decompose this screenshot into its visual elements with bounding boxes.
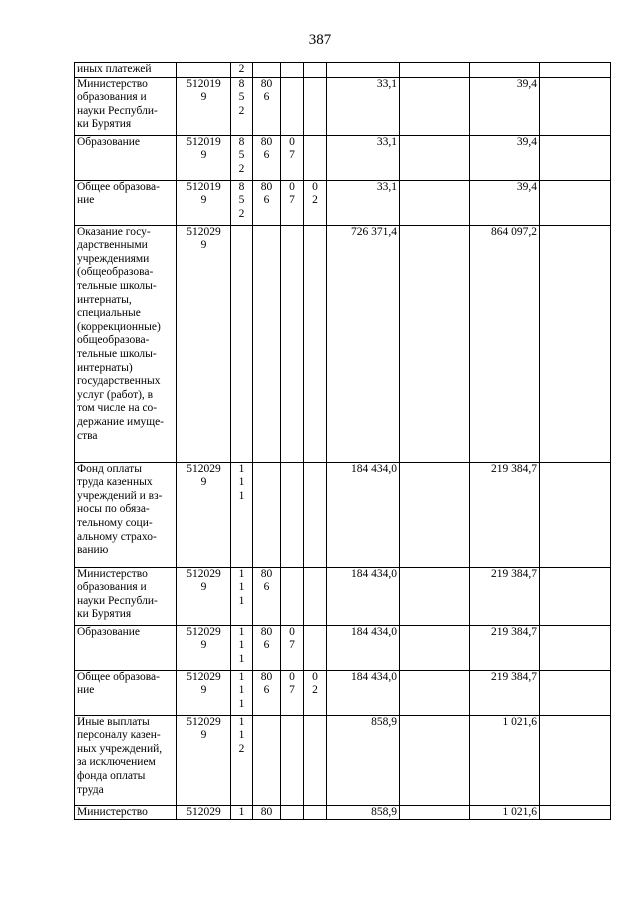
row-code-cell xyxy=(177,805,231,820)
row-value-2-text: 1 021,6 xyxy=(502,805,537,818)
row-value-1-cell xyxy=(327,63,400,78)
row-value-2-text: 219 384,7 xyxy=(491,670,537,683)
table-row xyxy=(75,670,611,715)
row-code-d-cell xyxy=(304,135,327,180)
row-code-a-text: 1 1 1 xyxy=(238,567,245,607)
row-empty-cell xyxy=(400,63,470,78)
row-code-b-cell xyxy=(253,567,281,625)
row-code-d-text: 0 2 xyxy=(312,180,318,207)
row-empty-cell xyxy=(400,715,470,805)
row-code-text: 512029 9 xyxy=(186,715,221,742)
budget-table-body xyxy=(75,63,611,820)
row-code-a-cell xyxy=(231,77,253,135)
row-name-text: Министерство xyxy=(77,805,148,818)
row-value-2-text: 864 097,2 xyxy=(491,225,537,238)
table-row xyxy=(75,77,611,135)
row-code-a-cell xyxy=(231,63,253,78)
table-row xyxy=(75,715,611,805)
page-number: 387 xyxy=(308,32,332,48)
row-code-text: 512029 xyxy=(186,805,221,818)
row-name-cell xyxy=(75,77,177,135)
row-empty-cell xyxy=(400,670,470,715)
row-empty-cell xyxy=(400,77,470,135)
row-code-c-text: 0 7 xyxy=(289,625,295,652)
row-value-2-cell xyxy=(470,180,540,225)
row-code-text: 512029 9 xyxy=(186,625,221,652)
row-empty-cell xyxy=(540,180,611,225)
row-code-c-cell xyxy=(281,63,304,78)
row-code-cell xyxy=(177,715,231,805)
row-value-2-cell xyxy=(470,805,540,820)
row-empty-cell xyxy=(400,180,470,225)
row-empty-cell xyxy=(400,135,470,180)
row-value-2-text: 1 021,6 xyxy=(502,715,537,728)
row-code-cell xyxy=(177,225,231,462)
row-code-a-text: 2 xyxy=(238,63,245,75)
row-code-d-cell xyxy=(304,670,327,715)
row-name-text: иных платежей xyxy=(77,63,152,75)
row-value-1-text: 726 371,4 xyxy=(351,225,397,238)
row-value-1-text: 33,1 xyxy=(376,135,397,148)
row-code-cell xyxy=(177,625,231,670)
row-code-c-cell xyxy=(281,77,304,135)
row-code-a-cell xyxy=(231,225,253,462)
row-code-cell xyxy=(177,180,231,225)
row-code-d-text: 0 2 xyxy=(312,670,318,697)
row-code-a-text: 1 1 2 xyxy=(238,715,245,755)
row-value-1-cell xyxy=(327,180,400,225)
row-code-c-cell xyxy=(281,180,304,225)
row-empty-cell xyxy=(540,715,611,805)
row-code-text: 512019 9 xyxy=(186,180,221,207)
row-code-b-cell xyxy=(253,77,281,135)
table-row xyxy=(75,63,611,78)
row-name-text: Образование xyxy=(77,135,141,148)
row-name-cell xyxy=(75,625,177,670)
row-empty-cell xyxy=(400,805,470,820)
row-value-1-text: 858,9 xyxy=(371,715,397,728)
row-empty-cell xyxy=(540,625,611,670)
row-code-a-cell xyxy=(231,135,253,180)
row-empty-cell xyxy=(540,63,611,78)
row-value-1-cell xyxy=(327,225,400,462)
row-value-1-cell xyxy=(327,805,400,820)
row-value-2-text: 219 384,7 xyxy=(491,462,537,475)
row-name-cell xyxy=(75,670,177,715)
row-code-b-text: 80 6 xyxy=(260,180,273,207)
row-value-1-text: 33,1 xyxy=(376,180,397,193)
row-code-b-cell xyxy=(253,625,281,670)
row-code-cell xyxy=(177,77,231,135)
row-value-1-cell xyxy=(327,77,400,135)
table-row xyxy=(75,567,611,625)
row-empty-cell xyxy=(540,567,611,625)
row-value-2-text: 39,4 xyxy=(516,77,537,90)
row-empty-cell xyxy=(400,225,470,462)
row-code-a-cell xyxy=(231,462,253,567)
row-empty-cell xyxy=(540,805,611,820)
row-code-b-text: 80 6 xyxy=(260,625,273,652)
row-value-2-cell xyxy=(470,225,540,462)
row-code-c-cell xyxy=(281,135,304,180)
row-name-cell xyxy=(75,567,177,625)
row-code-a-text: 1 1 1 xyxy=(238,670,245,710)
row-code-b-cell xyxy=(253,225,281,462)
row-name-cell xyxy=(75,180,177,225)
row-code-c-cell xyxy=(281,715,304,805)
row-value-1-text: 858,9 xyxy=(371,805,397,818)
row-value-1-text: 184 434,0 xyxy=(351,670,397,683)
row-name-cell xyxy=(75,462,177,567)
row-value-2-text: 219 384,7 xyxy=(491,625,537,638)
row-value-2-cell xyxy=(470,77,540,135)
table-row xyxy=(75,225,611,462)
row-code-b-text: 80 xyxy=(260,805,273,818)
row-empty-cell xyxy=(540,670,611,715)
row-code-d-cell xyxy=(304,180,327,225)
row-code-a-text: 1 1 1 xyxy=(238,625,245,665)
row-name-cell xyxy=(75,715,177,805)
row-code-d-cell xyxy=(304,225,327,462)
row-code-b-cell xyxy=(253,135,281,180)
row-empty-cell xyxy=(400,567,470,625)
row-code-b-text: 80 6 xyxy=(260,670,273,697)
row-code-text: 512029 9 xyxy=(186,567,221,594)
row-code-d-cell xyxy=(304,805,327,820)
row-code-text: 512029 9 xyxy=(186,462,221,489)
row-value-1-cell xyxy=(327,462,400,567)
row-code-cell xyxy=(177,567,231,625)
row-code-text: 512019 9 xyxy=(186,77,221,104)
row-code-c-cell xyxy=(281,805,304,820)
row-value-2-cell xyxy=(470,462,540,567)
row-code-text: 512019 9 xyxy=(186,135,221,162)
row-code-b-cell xyxy=(253,180,281,225)
row-code-b-cell xyxy=(253,462,281,567)
row-value-2-text: 219 384,7 xyxy=(491,567,537,580)
row-code-a-cell xyxy=(231,715,253,805)
row-code-c-text: 0 7 xyxy=(289,180,295,207)
row-value-1-cell xyxy=(327,715,400,805)
row-empty-cell xyxy=(540,462,611,567)
row-code-a-text: 8 5 2 xyxy=(238,77,245,117)
row-code-cell xyxy=(177,670,231,715)
row-value-2-cell xyxy=(470,670,540,715)
row-code-a-cell xyxy=(231,670,253,715)
row-code-b-text: 80 6 xyxy=(260,567,273,594)
row-code-b-text: 80 6 xyxy=(260,135,273,162)
table-row xyxy=(75,135,611,180)
row-name-text: Фонд оплаты труда казенных учреждений и вз- носы по обяза- тельному соци- альному страхо- ванию xyxy=(77,462,163,557)
row-empty-cell xyxy=(540,77,611,135)
row-name-text: Образование xyxy=(77,625,141,638)
row-code-d-cell xyxy=(304,715,327,805)
row-empty-cell xyxy=(540,135,611,180)
row-value-1-cell xyxy=(327,567,400,625)
table-row xyxy=(75,180,611,225)
row-empty-cell xyxy=(540,225,611,462)
row-code-cell xyxy=(177,135,231,180)
row-code-d-cell xyxy=(304,77,327,135)
table-row xyxy=(75,625,611,670)
row-code-c-cell xyxy=(281,225,304,462)
row-name-text: Оказание госу- дарственными учреждениями (общеобразова- тельные школы- интернаты, специальные (коррекционные) общеобразова- тельные школы- интернаты) государственных услуг (работ), в том числе на со- держание имуще- ства xyxy=(77,225,165,442)
row-value-1-cell xyxy=(327,670,400,715)
row-code-a-text: 8 5 2 xyxy=(238,180,245,220)
row-code-a-cell xyxy=(231,805,253,820)
row-code-text: 512029 9 xyxy=(186,670,221,697)
row-code-d-cell xyxy=(304,63,327,78)
row-code-a-cell xyxy=(231,625,253,670)
row-code-a-cell xyxy=(231,180,253,225)
row-value-2-cell xyxy=(470,715,540,805)
row-name-text: Общее образова- ние xyxy=(77,670,160,697)
row-code-b-cell xyxy=(253,63,281,78)
row-code-cell xyxy=(177,462,231,567)
row-name-text: Общее образова- ние xyxy=(77,180,160,207)
table-row xyxy=(75,462,611,567)
row-code-c-cell xyxy=(281,567,304,625)
row-value-1-text: 33,1 xyxy=(376,77,397,90)
row-name-cell xyxy=(75,225,177,462)
row-value-2-cell xyxy=(470,567,540,625)
row-code-b-text: 80 6 xyxy=(260,77,273,104)
row-value-1-text: 184 434,0 xyxy=(351,462,397,475)
row-value-1-text: 184 434,0 xyxy=(351,625,397,638)
row-name-text: Министерство образования и науки Республи- ки Бурятия xyxy=(77,77,158,131)
row-value-2-text: 39,4 xyxy=(516,135,537,148)
row-empty-cell xyxy=(400,625,470,670)
row-value-1-cell xyxy=(327,135,400,180)
row-value-2-text: 39,4 xyxy=(516,180,537,193)
row-name-text: Иные выплаты персоналу казен- ных учреждений, за исключением фонда оплаты труда xyxy=(77,715,163,796)
row-code-a-cell xyxy=(231,567,253,625)
row-code-b-cell xyxy=(253,805,281,820)
row-code-b-cell xyxy=(253,715,281,805)
row-code-a-text: 1 1 1 xyxy=(238,462,245,502)
row-value-2-cell xyxy=(470,63,540,78)
row-name-text: Министерство образования и науки Республи- ки Бурятия xyxy=(77,567,158,621)
row-value-1-cell xyxy=(327,625,400,670)
row-name-cell xyxy=(75,805,177,820)
row-name-cell xyxy=(75,63,177,78)
row-code-a-text: 1 xyxy=(238,805,245,818)
row-code-b-cell xyxy=(253,670,281,715)
row-code-c-cell xyxy=(281,625,304,670)
row-code-a-text: 8 5 2 xyxy=(238,135,245,175)
row-code-c-cell xyxy=(281,462,304,567)
row-code-d-cell xyxy=(304,462,327,567)
row-empty-cell xyxy=(400,462,470,567)
row-name-cell xyxy=(75,135,177,180)
row-code-d-cell xyxy=(304,625,327,670)
row-code-c-cell xyxy=(281,670,304,715)
row-code-d-cell xyxy=(304,567,327,625)
row-value-2-cell xyxy=(470,135,540,180)
budget-table xyxy=(74,62,611,820)
row-code-c-text: 0 7 xyxy=(289,670,295,697)
row-code-c-text: 0 7 xyxy=(289,135,295,162)
table-row xyxy=(75,805,611,820)
row-value-2-cell xyxy=(470,625,540,670)
row-code-cell xyxy=(177,63,231,78)
row-value-1-text: 184 434,0 xyxy=(351,567,397,580)
row-code-text: 512029 9 xyxy=(186,225,221,252)
